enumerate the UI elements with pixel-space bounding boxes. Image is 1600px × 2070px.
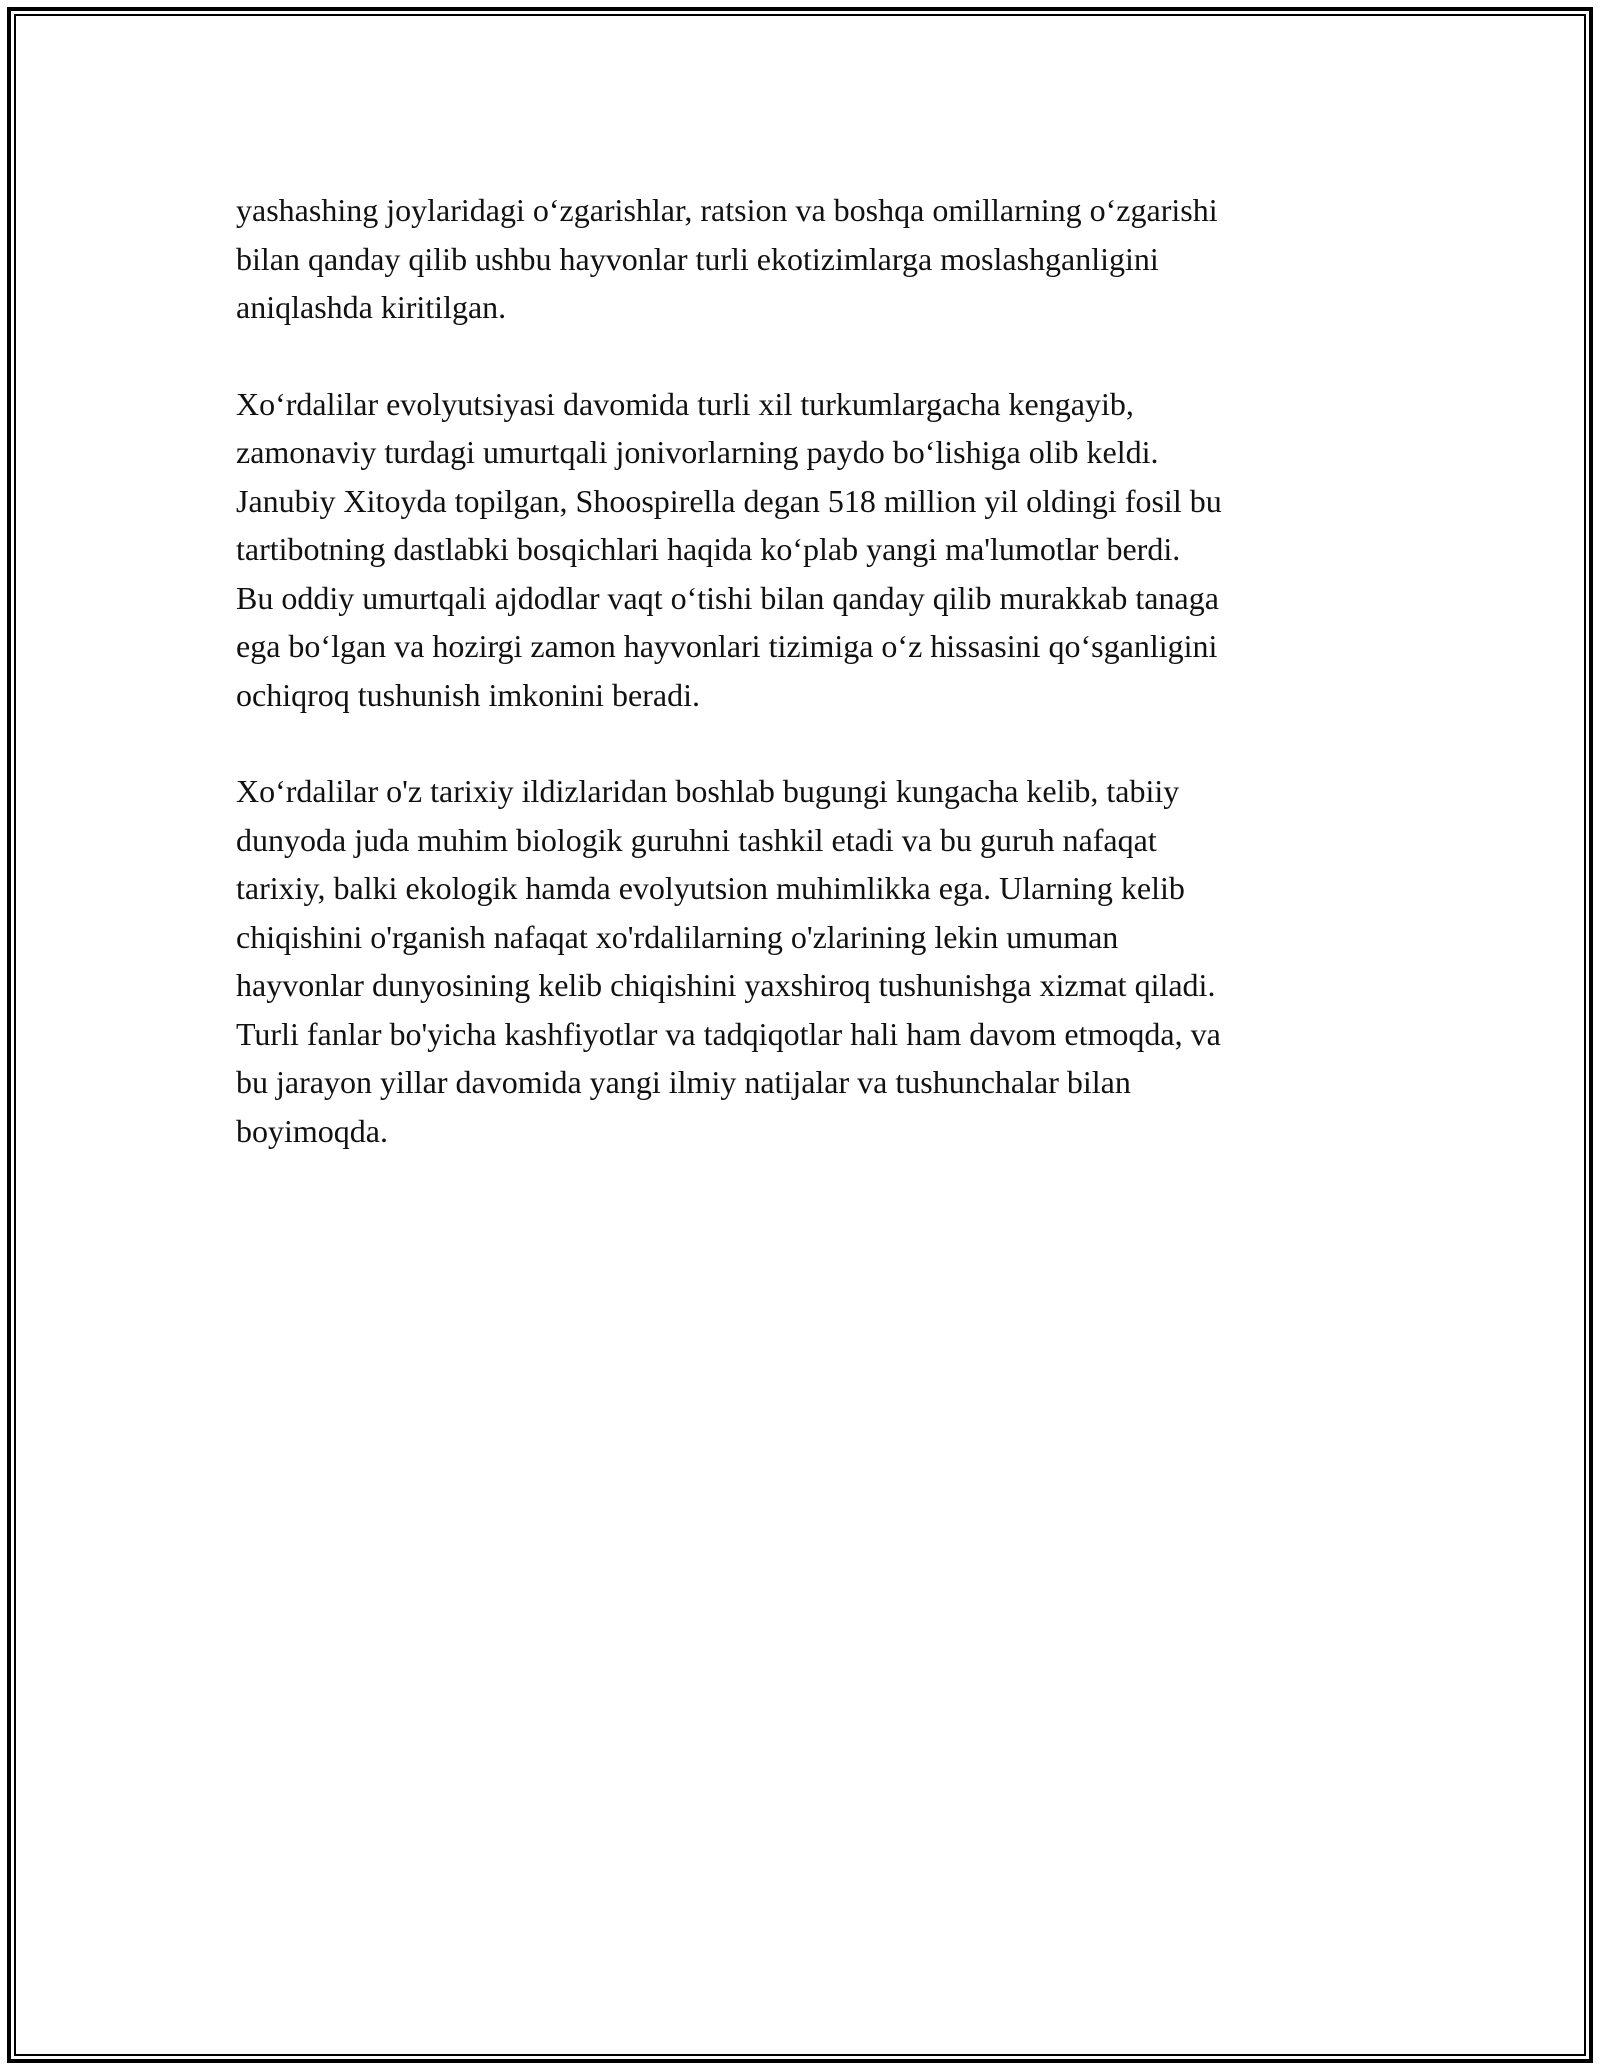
paragraph-3: Xo‘rdalilar o'z tarixiy ildizlaridan boshlab bugungi kungacha kelib, tabiiy dunyoda juda muhim biologik guruhni tashkil etadi va bu guruh nafaqat tarixiy, balki ekologik hamda evolyutsion muhimlikka ega. Ularning kelib chiqishini o'rganish nafaqat xo'rdalilarning o'zlarining lekin umuman hayvonlar dunyosining kelib chiqishini yaxshiroq tushunishga xizmat qiladi. Turli fanlar bo'yicha kashfiyotlar va tadqiqotlar hali ham davom etmoqda, va bu jarayon yillar davomida yangi ilmiy natijalar va tushunchalar bilan boyimoqda.	[236, 773, 1221, 1149]
document-body	[236, 186, 1366, 1203]
paragraph-1: yashashing joylaridagi o‘zgarishlar, ratsion va boshqa omillarning o‘zgarishi bilan qanday qilib ushbu hayvonlar turli ekotizimlarga moslashganligini aniqlashda kiritilgan.	[236, 192, 1218, 325]
paragraph-2: Xo‘rdalilar evolyutsiyasi davomida turli xil turkumlargacha kengayib, zamonaviy turdagi umurtqali jonivorlarning paydo bo‘lishiga olib keldi. Janubiy Xitoyda topilgan, Shoospirella degan 518 million yil oldingi fosil bu tartibotning dastlabki bosqichlari haqida ko‘plab yangi ma'lumotlar berdi. Bu oddiy umurtqali ajdodlar vaqt o‘tishi bilan qanday qilib murakkab tanaga ega bo‘lgan va hozirgi zamon hayvonlari tizimiga o‘z hissasini qo‘sganligini ochiqroq tushunish imkonini beradi.	[236, 385, 1222, 713]
